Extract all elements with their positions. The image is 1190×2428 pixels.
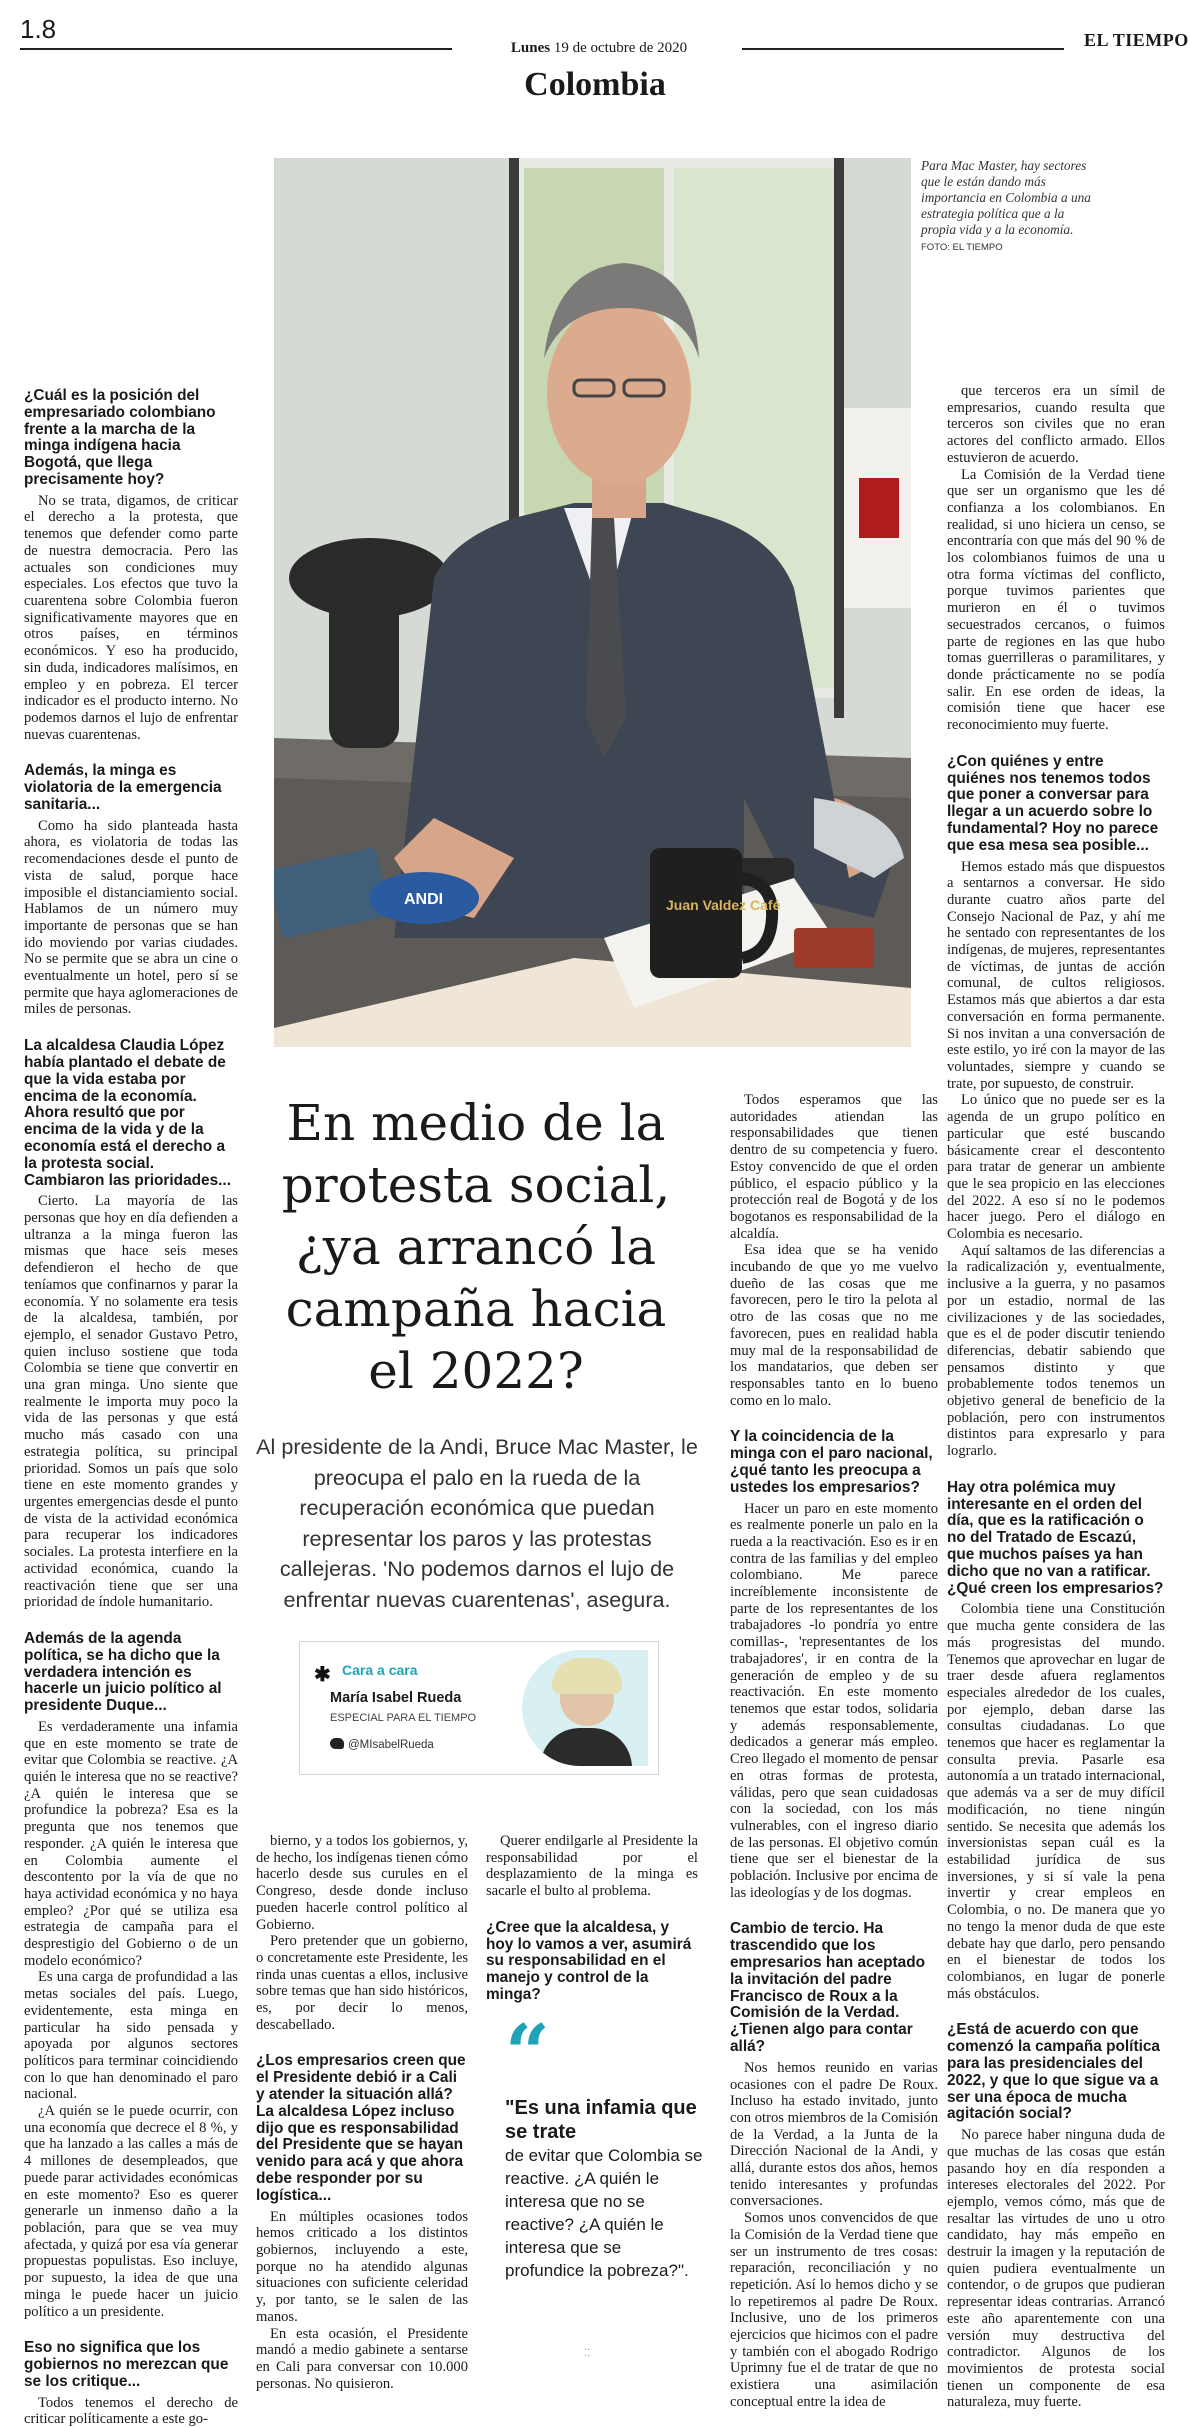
interview-question: Cambio de tercio. Ha trascendido que los empresarios han aceptado la invitación del padre Francisco de Roux a la Comisión de la Verdad. ¿Tienen algo para contar allá? (730, 1920, 926, 2055)
body-paragraph: Querer endilgarle al Presidente la responsabilidad por el desplazamiento de la minga es sacarle el bulto al problema. (486, 1833, 698, 1900)
body-paragraph: Es verdaderamente una infamia que en este momento se trate de evitar que Colombia se reactive. ¿A quién le interesa que no se reactive? ¿A quién le interesa que se profundice la pobreza? Esa es la pregunta que nos tenemos que responder. ¿A quién le interesa que en Colombia aumente el descontento por la vía de que no haya actividad económica y no haya empleo? ¿Por qué se utiliza esa estrategia de campaña para el desprestigio del Gobierno o de un modelo económico? (24, 1718, 238, 1969)
headline: En medio de la protesta social, ¿ya arrancó la campaña hacia el 2022? (281, 1094, 671, 1400)
body-paragraph: Hacer un paro en este momento es realmente ponerle un palo en la rueda a la reactivación. Eso es ir en contra de las familias y del empleo colombiano. Me parece increíblemente inconsistente de parte de los representantes de los trabajadores -lo pondría yo entre comillas-, 'representantes de los trabajadores', ir en contra de la generación de empleo y de su reactivación. En este momento tenemos que estar todos, solidaria y además responsablemente, dedicados a generar más empleo. Creo llegado el momento de pensar en otras formas de protesta, válidas, pero que sean cuidadosas con la sociedad, con los más vulnerables, con el ingreso diario de las personas. El objetivo común tiene que ser el bienestar de la población. Inclusive por encima de las ideologías y de los dogmas. (730, 1500, 938, 1901)
interview-question: ¿Con quiénes y entre quiénes nos tenemos todos que poner a conversar para llegar a un acuerdo sobre lo fundamental? Hoy no parece que esa mesa sea posible... (947, 752, 1159, 854)
body-paragraph: que terceros era un símil de empresarios, cuando resulta que terceros son civiles que no eran actores del conflicto armado. Ellos estuvieron de acuerdo. (947, 383, 1165, 466)
registration-mark-icon: ⁚⁚ (584, 2348, 591, 2359)
body-paragraph: Nos hemos reunido en varias ocasiones con el padre De Roux. Incluso ha estado invitado, junto con otros miembros de la Comisión de la Verdad, a la Junta de la Dirección Nacional de la Andi, y allá, durante estos dos años, hemos tenido interesantes y profundas conversaciones. (730, 2059, 938, 2210)
body-paragraph: bierno, y a todos los gobiernos, y, de hecho, los indígenas tienen cómo hacerlo desde sus curules en el Congreso, desde donde incluso pueden hacerle control político al Gobierno. (256, 1833, 468, 1933)
twitter-icon (330, 1738, 344, 1749)
article-column-3 (486, 1833, 698, 2008)
body-paragraph: Aquí saltamos de las diferencias a la radicalización y, eventualmente, inclusive a la guerra, y no pasamos por un estadio, normal de las civilizaciones y de las sociedades, que es el de poder discutir teniendo diferencias, debatir sabiendo que pensamos distinto y que probablemente todos tenemos un objetivo general de beneficio de la población, pero con instrumentos distintos para expresarlo y para lograrlo. (947, 1242, 1165, 1460)
byline-handle[interactable]: @MIsabelRueda (348, 1739, 434, 1751)
byline-kicker: Cara a cara (342, 1662, 418, 1678)
article-column-4 (730, 1092, 938, 2411)
pull-quote (505, 2008, 705, 2282)
body-paragraph: Colombia tiene una Constitución que mucha gente considera de las más progresistas del mundo. Tenemos que aprovechar en lugar de traer desde afuera reglamentos especiales alrededor de los cuales, por ejemplo, deban darse las consultas ciudadanas. Lo que tenemos que hacer es reglamentar la consulta previa. Pasarle esa autonomía a un tratado internacional, que además va a ser de muy difícil modificación, no tiene ningún sentido. Se necesita que además los inversionistas sepan cuál es la estabilidad jurídica de sus inversiones, y si sí vale la pena invertir y crear empleos en Colombia, o no. De manera que yo no tengo la menor duda de que este debate hay que darlo, pero pensando en el bienestar de todos los colombianos, en lugar de ponerle más obstáculos. (947, 1601, 1165, 2002)
body-paragraph: En múltiples ocasiones todos hemos criticado a los distintos gobiernos, incluyendo a este, porque no ha atendido algunas situaciones con suficiente celeridad y, por tanto, se le salen de las manos. (256, 2208, 468, 2325)
quote-mark-icon: “ (505, 2008, 550, 2099)
body-paragraph: La Comisión de la Verdad tiene que ser un organismo que les dé confianza a los colombianos. En realidad, si uno hiciera un censo, se encontraría con que más del 90 % de los colombianos fuimos de una u otra forma víctimas del conflicto, porque tuvimos parientes que murieron en él o tuvimos secuestrados cercanos, o fuimos parte de regiones en las que hubo tomas guerrilleras o paramilitares, y donde prácticamente no se podía salir. En ese orden de ideas, la comisión tiene que hacer ese reconocimiento muy fuerte. (947, 466, 1165, 734)
asterisk-icon: ✱ (314, 1664, 331, 1686)
interview-question: ¿Cuál es la posición del empresariado colombiano frente a la marcha de la minga indígena hacia Bogotá, que llega precisamente hoy? (24, 387, 216, 488)
interview-question: ¿Los empresarios creen que el Presidente debió ir a Cali y atender la situación allá? La alcaldesa López incluso dijo que es responsabilidad del Presidente que se hayan venido para acá y que ahora debe responder por su logística... (256, 2052, 466, 2204)
byline-role: ESPECIAL PARA EL TIEMPO (330, 1712, 477, 1724)
caption-text: Para Mac Master, hay sectores que le están dando más importancia en Colombia a una estrategia política que a la propia vida y a la economía. (921, 158, 1091, 237)
article-column-5 (947, 383, 1165, 2411)
article-column-1 (24, 388, 238, 2428)
body-paragraph: No parece haber ninguna duda de que muchas de las cosas que están pasando hoy en día responden a intereses electorales del 2022. Por ejemplo, vemos cómo, más que de resaltar las virtudes de uno u otro candidato, hay más empeño en destruir la imagen y la reputación de quien pudiera eventualmente un contendor, o de grupos que pudieran representar ideas contrarias. Arrancó este año aparentemente con una versión muy destructiva del contradictor. Algunos de los movimientos de protesta social tienen un componente de esa naturaleza, muy fuerte. (947, 2127, 1165, 2411)
header-rule-right (742, 48, 1064, 50)
issue-date-day: Lunes (510, 40, 551, 56)
photo-credit: FOTO: EL TIEMPO (921, 242, 1003, 253)
interview-question: Eso no significa que los gobiernos no merezcan que se los critique... (24, 2339, 229, 2390)
body-paragraph: Todos tenemos el derecho de criticar políticamente a este go- (24, 2394, 238, 2428)
body-paragraph: ¿A quién se le puede ocurrir, con una economía que decrece el 8 %, y que ha lanzado a las calles a más de 4 millones de desempleados, que puede parar actividades económicas en este momento? Eso es querer generarle un inmenso daño a la población, para que se vea muy afectada, y quizá por esa vía generar propuestas populistas. Eso incluye, por supuesto, la idea de que una minga le puede hacer un juicio político a un presidente. (24, 2103, 238, 2320)
body-paragraph: No se trata, digamos, de criticar el derecho a la protesta, que tenemos que defender como parte de nuestra democracia. Pero las actuales son condiciones muy especiales. Los efectos que tuvo la cuarentena sobre Colombia fueron significativamente mayores que en otros países, en términos económicos. Y eso ha producido, sin duda, indicadores malísimos, en empleo y en pobreza. El tercer indicador es el producto interno. No podemos darnos el lujo de enfrentar nuevas cuarentenas. (24, 492, 238, 743)
standfirst: Al presidente de la Andi, Bruce Mac Master, le preocupa el palo en la rueda de la recuperación económica que puedan representar los paros y las protestas callejeras. 'No podemos darnos el lujo de enfrentar nuevas cuarentenas', asegura. (256, 1434, 698, 1612)
pull-quote-lead: "Es una infamia que se trate (505, 2097, 697, 2143)
byline-box (299, 1641, 659, 1775)
pull-quote-rest: de evitar que Colombia se reactive. ¿A quién le interesa que no se reactive? ¿A quién le interesa que se profundice la pobreza?". (505, 2146, 703, 2280)
main-photo (274, 158, 911, 1047)
body-paragraph: Esa idea que se ha venido incubando de que yo me vuelvo dueño de las cosas que me favorecen, pero le tiro la pelota al otro de las cosas que no me favorecen, pues en realidad habla muy mal de la responsabilidad de los mandatarios, que deben ser responsables tanto en lo bueno como en lo malo. (730, 1242, 938, 1409)
portrait-illustration (274, 158, 911, 1047)
andi-badge-text: ANDI (404, 891, 444, 908)
photo-caption (921, 158, 1096, 256)
header-rule-left (20, 48, 452, 50)
issue-date-rest: 19 de octubre de 2020 (553, 40, 688, 56)
body-paragraph: Hemos estado más que dispuestos a sentarnos a conversar. He sido durante cuatro años parte del Consejo Nacional de Paz, y ahí me he sentado con representantes de los indígenas, de mujeres, representantes de víctimas, de juntas de acción comunal, de cultos religiosos. Estamos más que abiertos a dar esta conversación en forma permanente. Si nos invitan a una conversación de este estilo, yo iré con la mayor de las voluntades, siempre y cuando se trate, por supuesto, de construir. (947, 858, 1165, 1092)
body-paragraph: Pero pretender que un gobierno, o concretamente este Presidente, les rinda unas cuentas a ellos, inclusive sobre temas que han sido históricos, es, por decir lo menos, descabellado. (256, 1933, 468, 2033)
interview-question: Además de la agenda política, se ha dicho que la verdadera intención es hacerle un juicio político al presidente Duque... (24, 1629, 222, 1715)
author-avatar (522, 1650, 648, 1766)
byline-social (330, 1738, 434, 1751)
body-paragraph: Lo único que no puede ser es la agenda de un grupo político en particular que esté buscando básicamente crear el descontento para tratar de generar un ambiente que le sea propicio en las elecciones del 2022. A eso sí no le podemos hacer juego. Pero el diálogo en Colombia es necesario. (947, 1092, 1165, 1243)
interview-question: Hay otra polémica muy interesante en el orden del día, que es la ratificación o no del Tratado de Escazú, que muchos países ya han dicho que no van a ratificar. ¿Qué creen los empresarios? (947, 1478, 1164, 1597)
body-paragraph: Cierto. La mayoría de las personas que hoy en día defienden a ultranza a la minga fueron las mismas que hace seis meses defendieron el hecho de que teníamos que confinarnos y parar la economía. Y no solamente era tesis de la alcaldesa, también, por ejemplo, el senador Gustavo Petro, quien incluso sostiene que toda Colombia se tiene que convertir en una gran minga. Uno siente que realmente le importa muy poco la vida de las personas y que está mucho más casado con una estrategia política, su principal prioridad. Somos un país que solo tiene en este momento grandes y urgentes emergencias desde el punto de vista de la actividad económica para recuperar los indicadores sociales. La protesta interfiere en la actividad económica, cuando la reactivación tiene que ser una prioridad de índole humanitario. (24, 1193, 238, 1611)
article-column-2 (256, 1833, 468, 2392)
issue-date (504, 40, 694, 57)
byline-author: María Isabel Rueda (330, 1690, 462, 1706)
interview-question: La alcaldesa Claudia López había plantado el debate de que la vida estaba por encima de la economía. Ahora resultó que por encima de la vida y de la economía está el derecho a la protesta social. Cambiaron las prioridades... (24, 1037, 231, 1189)
interview-question: ¿Cree que la alcaldesa, y hoy lo vamos a ver, asumirá su responsabilidad en el manejo y control de la minga? (486, 1918, 692, 2003)
page-number: 1.8 (20, 14, 57, 44)
body-paragraph: En esta ocasión, el Presidente mandó a medio gabinete a sentarse en Cali para conversar con 10.000 personas. No quisieron. (256, 2325, 468, 2392)
section-title: Colombia (524, 66, 666, 103)
body-paragraph: Como ha sido planteada hasta ahora, es violatoria de todas las recomendaciones desde el punto de vista de salud, porque hace imposible el distanciamiento social. Hablamos de un número muy importante de personas que se han ido moviendo por varias ciudades. No se permite que se abra un cine o eventualmente un hotel, pero sí se permite que haya aglomeraciones de miles de personas. (24, 817, 238, 1018)
interview-question: ¿Está de acuerdo con que comenzó la campaña política para las presidenciales del 2022, y que lo que sigue va a ser una época de mucha agitación social? (947, 2021, 1160, 2123)
body-paragraph: Somos unos convencidos de que la Comisión de la Verdad tiene que ser un instrumento de tres cosas: reparación, reconciliación y no repetición. Así lo hemos dicho y se lo repetiremos al padre De Roux. Inclusive, uno de los primeros ejercicios que hicimos con el padre y también con el abogado Rodrigo Uprimny fue el de tratar de que no existiera una asimilación conceptual entre la idea de (730, 2210, 938, 2410)
body-paragraph: Todos esperamos que las autoridades atiendan las responsabilidades que tienen dentro de su competencia y fuero. Estoy convencido de que el orden público, el espacio público y la protección real de Bogotá y de los bogotanos es responsabilidad de la alcaldía. (730, 1092, 938, 1242)
brand-logo: EL TIEMPO (1084, 30, 1189, 50)
interview-question: Además, la minga es violatoria de la emergencia sanitaria... (24, 762, 222, 813)
mug-text: Juan Valdez Café (666, 897, 781, 913)
body-paragraph: Es una carga de profundidad a las metas sociales del país. Luego, evidentemente, esta minga en particular ha sido pensada y apoyada por algunos sectores políticos para terminar coincidiendo con lo que han denominado el paro nacional. (24, 1969, 238, 2103)
interview-question: Y la coincidencia de la minga con el paro nacional, ¿qué tanto les preocupa a ustedes los empresarios? (730, 1428, 933, 1496)
